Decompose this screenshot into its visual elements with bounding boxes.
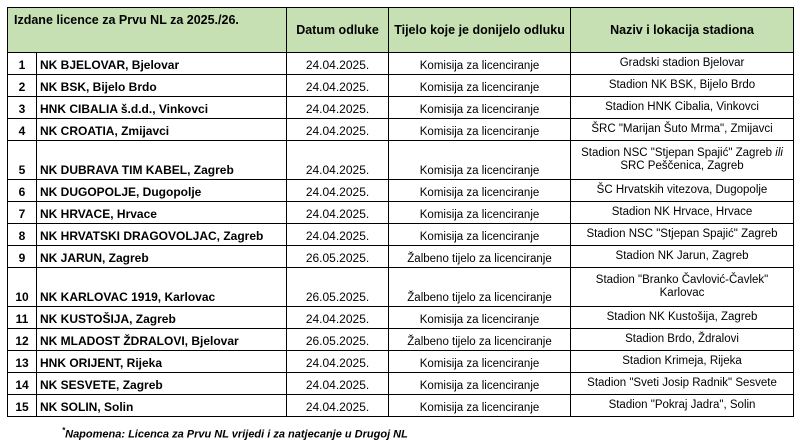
- stadium-name: [571, 75, 794, 97]
- stadium-line-1: Stadion Krimeja, Rijeka: [622, 355, 742, 367]
- table-row: [8, 246, 794, 268]
- stadium-name: [571, 202, 794, 224]
- decision-date: 24.04.2025.: [287, 119, 389, 141]
- licence-table: [7, 7, 794, 417]
- row-number: 7: [8, 202, 37, 224]
- decision-date: 24.04.2025.: [287, 75, 389, 97]
- decision-date: 24.04.2025.: [287, 224, 389, 246]
- table-row: [8, 141, 794, 180]
- club-name: HNK ORIJENT, Rijeka: [37, 351, 287, 373]
- table-row: [8, 75, 794, 97]
- stadium-line-1: Stadion "Pokraj Jadra", Solin: [608, 399, 756, 411]
- stadium-line-1: ŠC Hrvatskih vitezova, Dugopolje: [596, 184, 768, 196]
- stadium-line-1: Stadion NSC "Stjepan Spajić" Zagreb: [581, 147, 773, 159]
- decision-date: 24.04.2025.: [287, 202, 389, 224]
- club-name: NK HRVATSKI DRAGOVOLJAC, Zagreb: [37, 224, 287, 246]
- decision-date: 24.04.2025.: [287, 373, 389, 395]
- row-number: 15: [8, 395, 37, 417]
- club-name: NK DUGOPOLJE, Dugopolje: [37, 180, 287, 202]
- club-name: NK DUBRAVA TIM KABEL, Zagreb: [37, 141, 287, 180]
- stadium-name: [571, 395, 794, 417]
- header-date: Datum odluke: [287, 8, 389, 53]
- row-number: 8: [8, 224, 37, 246]
- header-stadium: Naziv i lokacija stadiona: [571, 8, 794, 53]
- decision-body: Komisija za licenciranje: [389, 53, 571, 75]
- decision-date: 24.04.2025.: [287, 141, 389, 180]
- stadium-line-1: Stadion NSC "Stjepan Spajić" Zagreb: [586, 228, 778, 240]
- club-name: NK SOLIN, Solin: [37, 395, 287, 417]
- table-row: [8, 180, 794, 202]
- stadium-line-2: Karlovac: [659, 287, 705, 299]
- decision-body: Komisija za licenciranje: [389, 395, 571, 417]
- footnote-marker: *: [62, 426, 66, 435]
- stadium-name: [571, 180, 794, 202]
- stadium-line-1: Stadion "Branko Čavlović-Čavlek": [595, 274, 769, 286]
- row-number: 3: [8, 97, 37, 119]
- table-row: [8, 395, 794, 417]
- table-row: [8, 329, 794, 351]
- row-number: 4: [8, 119, 37, 141]
- row-number: 9: [8, 246, 37, 268]
- table-row: [8, 202, 794, 224]
- row-number: 13: [8, 351, 37, 373]
- decision-date: 24.04.2025.: [287, 180, 389, 202]
- licence-table-container: [7, 7, 793, 441]
- stadium-alternative-word: ili: [775, 147, 783, 159]
- stadium-name: [571, 246, 794, 268]
- decision-date: 26.05.2025.: [287, 268, 389, 307]
- table-title: Izdane licence za Prvu NL za 2025./26.: [8, 8, 287, 53]
- decision-body: Komisija za licenciranje: [389, 373, 571, 395]
- decision-body: Žalbeno tijelo za licenciranje: [389, 329, 571, 351]
- decision-date: 24.04.2025.: [287, 395, 389, 417]
- decision-body: Komisija za licenciranje: [389, 307, 571, 329]
- decision-body: Komisija za licenciranje: [389, 141, 571, 180]
- table-body: [8, 53, 794, 417]
- table-row: [8, 373, 794, 395]
- stadium-line-2: SRC Peščenica, Zagreb: [620, 160, 744, 172]
- header-body: Tijelo koje je donijelo odluku: [389, 8, 571, 53]
- club-name: HNK CIBALIA š.d.d., Vinkovci: [37, 97, 287, 119]
- decision-date: 24.04.2025.: [287, 307, 389, 329]
- stadium-name: [571, 268, 794, 307]
- row-number: 10: [8, 268, 37, 307]
- decision-body: Komisija za licenciranje: [389, 351, 571, 373]
- table-row: [8, 351, 794, 373]
- decision-body: Žalbeno tijelo za licenciranje: [389, 246, 571, 268]
- club-name: NK KUSTOŠIJA, Zagreb: [37, 307, 287, 329]
- stadium-name: [571, 224, 794, 246]
- club-name: NK BSK, Bijelo Brdo: [37, 75, 287, 97]
- decision-date: 24.04.2025.: [287, 53, 389, 75]
- stadium-name: [571, 307, 794, 329]
- stadium-name: [571, 97, 794, 119]
- stadium-line-1: Stadion NK Jarun, Zagreb: [615, 250, 749, 262]
- stadium-line-1: Stadion NK Kustošija, Zagreb: [606, 311, 758, 323]
- table-row: [8, 97, 794, 119]
- club-name: NK MLADOST ŽDRALOVI, Bjelovar: [37, 329, 287, 351]
- club-name: NK SESVETE, Zagreb: [37, 373, 287, 395]
- stadium-name: [571, 329, 794, 351]
- table-row: [8, 307, 794, 329]
- decision-body: Komisija za licenciranje: [389, 75, 571, 97]
- row-number: 1: [8, 53, 37, 75]
- row-number: 6: [8, 180, 37, 202]
- decision-date: 26.05.2025.: [287, 329, 389, 351]
- row-number: 14: [8, 373, 37, 395]
- club-name: NK JARUN, Zagreb: [37, 246, 287, 268]
- decision-date: 26.05.2025.: [287, 246, 389, 268]
- club-name: NK KARLOVAC 1919, Karlovac: [37, 268, 287, 307]
- decision-body: Komisija za licenciranje: [389, 202, 571, 224]
- row-number: 12: [8, 329, 37, 351]
- row-number: 5: [8, 141, 37, 180]
- footnote: [62, 426, 408, 441]
- decision-date: 24.04.2025.: [287, 97, 389, 119]
- stadium-line-1: Gradski stadion Bjelovar: [619, 57, 745, 69]
- stadium-line-1: Stadion Brdo, Ždralovi: [625, 333, 739, 345]
- stadium-line-1: Stadion "Sveti Josip Radnik" Sesvete: [587, 377, 777, 389]
- club-name: NK CROATIA, Zmijavci: [37, 119, 287, 141]
- table-header-row: [8, 8, 794, 53]
- decision-body: Žalbeno tijelo za licenciranje: [389, 268, 571, 307]
- stadium-name: [571, 53, 794, 75]
- club-name: NK HRVACE, Hrvace: [37, 202, 287, 224]
- decision-body: Komisija za licenciranje: [389, 119, 571, 141]
- decision-body: Komisija za licenciranje: [389, 97, 571, 119]
- table-row: [8, 268, 794, 307]
- footnote-text: Napomena: Licenca za Prvu NL vrijedi i za natjecanje u Drugoj NL: [65, 428, 408, 441]
- club-name: NK BJELOVAR, Bjelovar: [37, 53, 287, 75]
- table-row: [8, 119, 794, 141]
- row-number: 2: [8, 75, 37, 97]
- decision-body: Komisija za licenciranje: [389, 180, 571, 202]
- stadium-name: [571, 141, 794, 180]
- stadium-name: [571, 373, 794, 395]
- stadium-line-1: ŠRC "Marijan Šuto Mrma", Zmijavci: [591, 123, 773, 135]
- table-row: [8, 224, 794, 246]
- stadium-name: [571, 119, 794, 141]
- stadium-name: [571, 351, 794, 373]
- stadium-line-1: Stadion NK BSK, Bijelo Brdo: [608, 79, 756, 91]
- decision-date: 24.04.2025.: [287, 351, 389, 373]
- decision-body: Komisija za licenciranje: [389, 224, 571, 246]
- stadium-line-1: Stadion HNK Cibalia, Vinkovci: [605, 101, 759, 113]
- stadium-line-1: Stadion NK Hrvace, Hrvace: [611, 206, 753, 218]
- row-number: 11: [8, 307, 37, 329]
- table-row: [8, 53, 794, 75]
